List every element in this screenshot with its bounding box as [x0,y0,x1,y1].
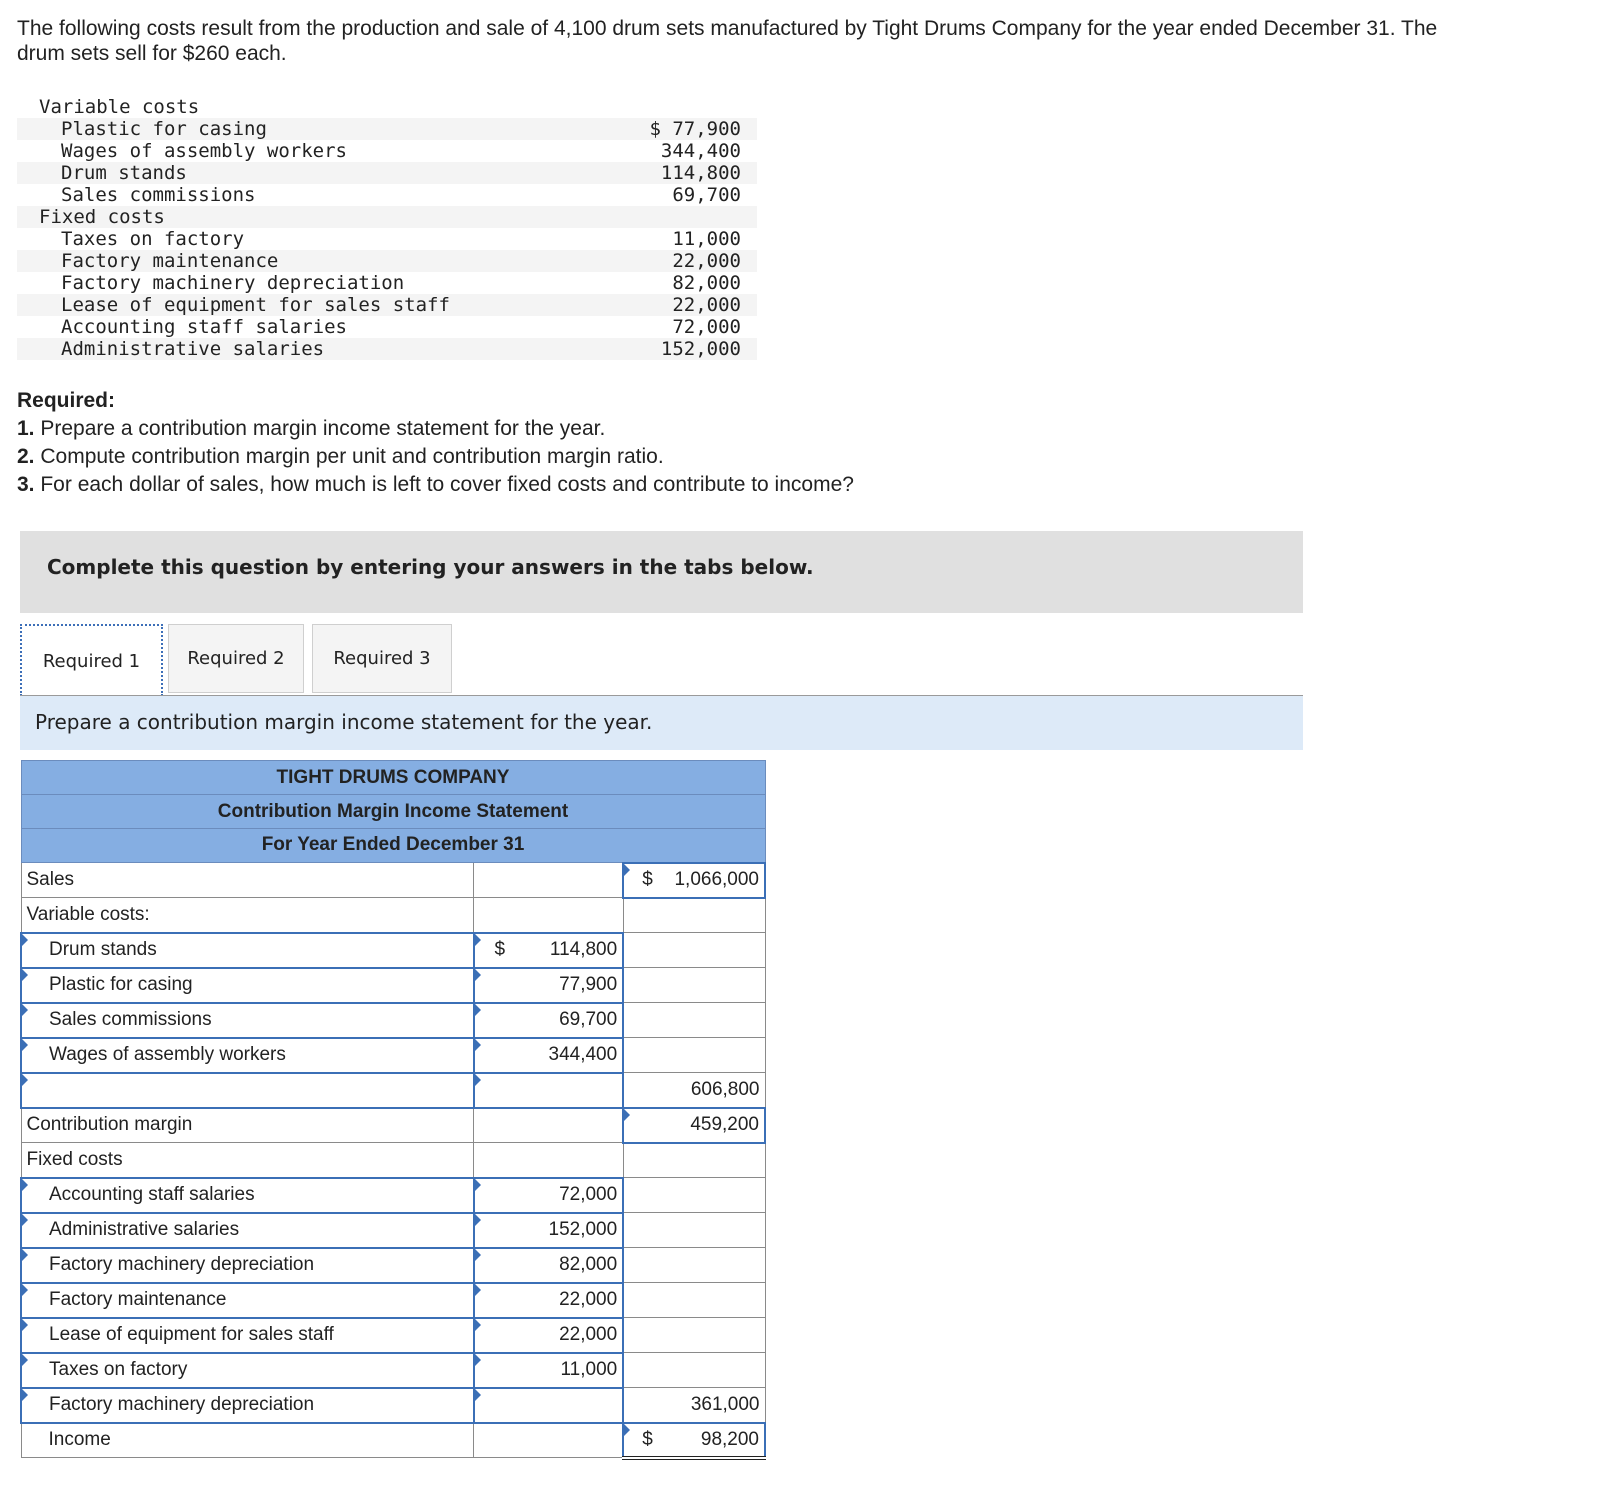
table-row [21,1423,765,1458]
table-row [21,1178,765,1213]
total-fixed-select[interactable]: Factory machinery depreciation [21,1388,474,1423]
variable-costs-heading: Variable costs [39,96,200,118]
tab-required-1[interactable]: Required 1 [20,624,163,696]
cost-amount: $ 77,900 [601,118,757,140]
required-item: 3. For each dollar of sales, how much is left to cover fixed costs and contribute to income? [17,473,854,496]
fixed-item-input[interactable]: 72,000 [474,1178,624,1213]
contribution-margin-label: Contribution margin [21,1108,474,1143]
sales-row [21,863,765,898]
cost-amount: 82,000 [672,272,741,294]
required-heading: Required: [17,389,116,412]
cost-label: Factory maintenance [17,250,601,272]
table-row [21,1388,765,1423]
instruction-text: Complete this question by entering your answers in the tabs below. [47,555,814,579]
total-fixed-empty-input[interactable] [474,1388,624,1423]
cost-amount: 22,000 [601,294,757,316]
cost-label: Accounting staff salaries [61,316,347,338]
table-row [21,1073,765,1108]
cost-label: Taxes on factory [61,228,245,250]
table-row [21,1143,765,1178]
table-row [21,1318,765,1353]
fixed-item-select[interactable]: Factory machinery depreciation [21,1248,474,1283]
fixed-item-select[interactable]: Factory maintenance [21,1283,474,1318]
table-row [21,1283,765,1318]
company-name: TIGHT DRUMS COMPANY [21,761,765,795]
income-statement [20,760,766,1460]
fixed-item-input[interactable]: 11,000 [474,1353,624,1388]
tab-required-2[interactable]: Required 2 [168,624,304,693]
variable-item-input[interactable]: $ 114,800 [474,933,624,968]
cost-amount: 344,400 [660,140,741,162]
fixed-item-input[interactable]: 82,000 [474,1248,624,1283]
prompt-bar [20,696,1303,750]
fixed-costs-heading: Fixed costs [17,206,601,228]
sales-input[interactable]: $ 1,066,000 [623,863,765,898]
income-label: Income [21,1423,474,1458]
fixed-costs-label: Fixed costs [21,1143,474,1178]
fixed-item-input[interactable]: 22,000 [474,1318,624,1353]
variable-item-select[interactable]: Sales commissions [21,1003,474,1038]
variable-item-select[interactable]: Plastic for casing [21,968,474,1003]
table-row [21,1213,765,1248]
cost-label: Lease of equipment for sales staff [17,294,601,316]
variable-item-input[interactable]: 344,400 [474,1038,624,1073]
required-item: 1. Prepare a contribution margin income statement for the year. [17,417,606,440]
cost-data-table [17,96,757,360]
cost-amount: 11,000 [672,228,741,250]
cost-amount: 114,800 [601,162,757,184]
cost-amount: 152,000 [601,338,757,360]
tab-required-3[interactable]: Required 3 [312,624,452,693]
statement-period: For Year Ended December 31 [21,829,765,863]
variable-item-input[interactable]: 77,900 [474,968,624,1003]
fixed-item-input[interactable]: 22,000 [474,1283,624,1318]
income-input[interactable]: $ 98,200 [623,1423,765,1458]
total-variable-costs: 606,800 [623,1073,765,1108]
variable-item-input[interactable]: 69,700 [474,1003,624,1038]
fixed-item-input[interactable]: 152,000 [474,1213,624,1248]
sales-label: Sales [21,863,474,898]
cost-amount: 69,700 [672,184,741,206]
statement-title: Contribution Margin Income Statement [21,795,765,829]
cost-label: Factory machinery depreciation [61,272,405,294]
empty-item-input[interactable] [474,1073,624,1108]
total-fixed-costs: 361,000 [623,1388,765,1423]
variable-costs-label: Variable costs: [21,898,474,933]
variable-item-select[interactable]: Drum stands [21,933,474,968]
fixed-item-select[interactable]: Lease of equipment for sales staff [21,1318,474,1353]
empty-item-select[interactable] [21,1073,474,1108]
fixed-item-select[interactable]: Accounting staff salaries [21,1178,474,1213]
contribution-margin-input[interactable]: 459,200 [623,1108,765,1143]
table-row [21,1353,765,1388]
problem-intro: The following costs result from the production and sale of 4,100 drum sets manufactured by Tight Drums Company for the year ended December 31. The drum sets sell for $260 each. [17,17,1438,65]
instruction-banner [20,531,1303,613]
required-item: 2. Compute contribution margin per unit and contribution margin ratio. [17,445,664,468]
cost-label: Plastic for casing [17,118,601,140]
cost-amount: 22,000 [601,250,757,272]
table-row [21,968,765,1003]
fixed-item-select[interactable]: Administrative salaries [21,1213,474,1248]
variable-item-select[interactable]: Wages of assembly workers [21,1038,474,1073]
required-section [17,387,854,499]
table-row [21,1038,765,1073]
table-row [21,1248,765,1283]
cost-amount: 72,000 [672,316,741,338]
table-row [21,1108,765,1143]
fixed-item-select[interactable]: Taxes on factory [21,1353,474,1388]
cost-label: Sales commissions [61,184,256,206]
prompt-text: Prepare a contribution margin income statement for the year. [35,710,653,734]
cost-label: Administrative salaries [17,338,601,360]
cost-label: Wages of assembly workers [61,140,347,162]
table-row [21,933,765,968]
table-row [21,1003,765,1038]
cost-label: Drum stands [17,162,601,184]
